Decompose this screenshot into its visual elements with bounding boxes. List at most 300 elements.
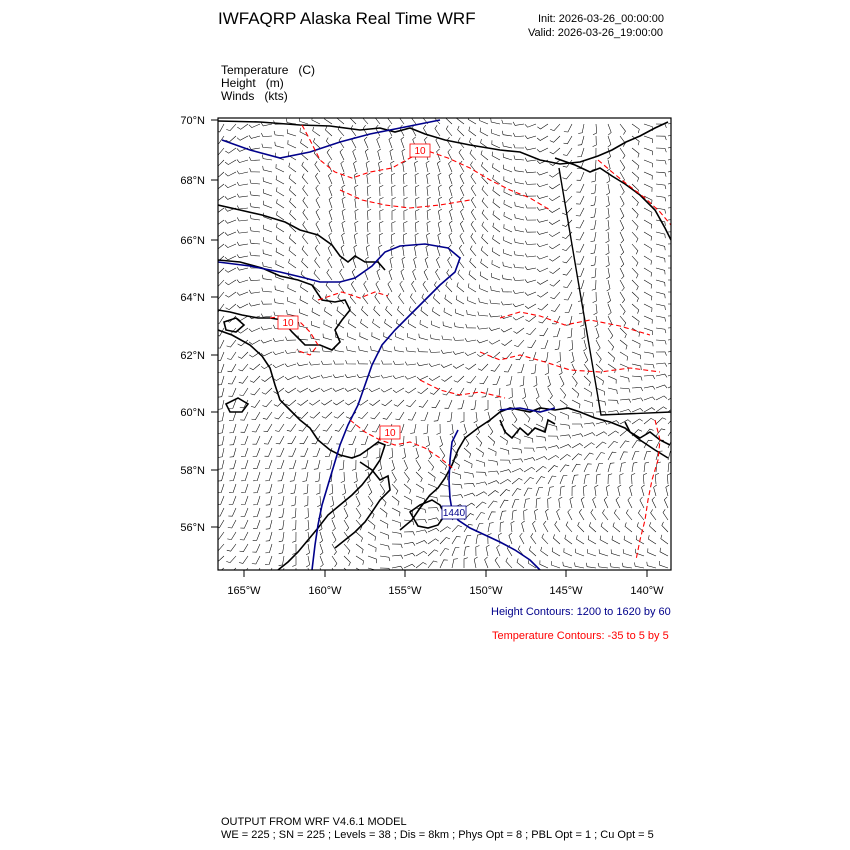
wind-barb bbox=[596, 474, 601, 484]
wind-barb bbox=[225, 268, 236, 272]
wind-barb bbox=[287, 310, 296, 316]
wind-barb bbox=[537, 219, 548, 222]
wind-barb bbox=[351, 125, 356, 136]
wind-barb bbox=[659, 561, 668, 568]
wind-barb bbox=[348, 333, 356, 340]
wind-barb bbox=[668, 429, 677, 437]
wind-barb bbox=[301, 139, 308, 148]
wind-barb bbox=[599, 549, 608, 556]
wind-barb bbox=[414, 161, 417, 172]
wind-barb bbox=[587, 549, 596, 556]
wind-barb bbox=[620, 304, 625, 315]
wind-barb bbox=[262, 400, 272, 407]
wind-barb bbox=[608, 463, 614, 472]
wind-barb bbox=[266, 520, 272, 529]
wind-barb bbox=[239, 568, 249, 575]
wind-barb bbox=[408, 412, 416, 420]
wind-barb bbox=[648, 535, 656, 544]
wind-barb bbox=[506, 376, 512, 385]
wind-barb bbox=[347, 346, 357, 352]
wind-barb bbox=[229, 472, 236, 481]
wind-barb bbox=[571, 352, 574, 363]
wind-barb bbox=[656, 352, 667, 356]
wind-barb bbox=[292, 544, 296, 555]
wind-barb bbox=[279, 520, 284, 530]
wind-barb bbox=[468, 116, 476, 125]
wind-barb bbox=[622, 563, 632, 568]
temperature-contour-south-b bbox=[420, 380, 505, 398]
wind-barb bbox=[276, 436, 284, 444]
wind-barb bbox=[278, 472, 284, 481]
wind-barb bbox=[237, 124, 248, 129]
wind-barb bbox=[606, 256, 610, 267]
wind-barb bbox=[515, 226, 524, 232]
wind-barb bbox=[537, 184, 548, 187]
wind-barb bbox=[403, 161, 406, 172]
wind-barb bbox=[446, 126, 452, 136]
wind-barb bbox=[512, 468, 523, 472]
wind-barb bbox=[225, 292, 236, 297]
wind-barb bbox=[504, 188, 512, 196]
wind-barb bbox=[237, 230, 248, 234]
wind-barb bbox=[516, 352, 524, 360]
wind-barb bbox=[424, 269, 428, 280]
wind-barb bbox=[356, 508, 361, 519]
wind-barb bbox=[274, 131, 284, 136]
wind-barb bbox=[452, 548, 459, 556]
wind-barb bbox=[668, 406, 678, 412]
wind-barb bbox=[457, 283, 464, 293]
wind-barb bbox=[644, 408, 655, 412]
wind-barb bbox=[623, 549, 632, 556]
wind-barb bbox=[263, 250, 272, 257]
wind-barb bbox=[404, 542, 415, 545]
wind-barb bbox=[417, 376, 428, 380]
wind-barb bbox=[481, 246, 488, 256]
wind-barb bbox=[572, 486, 576, 496]
wind-barb bbox=[372, 332, 380, 340]
wind-barb bbox=[471, 233, 476, 244]
wind-barb bbox=[620, 256, 624, 267]
wind-barb bbox=[428, 539, 439, 544]
wind-barb bbox=[312, 116, 320, 124]
wind-barb bbox=[540, 560, 548, 568]
wind-barb bbox=[486, 545, 489, 556]
wind-barb bbox=[492, 248, 500, 257]
wind-barb bbox=[339, 281, 344, 292]
wind-barb bbox=[428, 561, 437, 568]
wind-barb bbox=[626, 510, 632, 521]
wind-barb bbox=[238, 364, 248, 371]
wind-barb bbox=[342, 484, 345, 495]
wind-barb bbox=[213, 220, 224, 225]
wind-barb bbox=[341, 472, 345, 483]
wind-barb bbox=[249, 277, 260, 281]
wind-barb bbox=[490, 300, 500, 304]
wind-barb bbox=[394, 347, 404, 352]
wind-barb bbox=[332, 532, 336, 543]
wind-barb bbox=[367, 185, 371, 196]
wind-barb bbox=[252, 412, 261, 420]
wind-barb bbox=[427, 185, 431, 196]
wind-barb bbox=[253, 532, 260, 540]
wind-barb bbox=[325, 126, 332, 136]
wind-barb bbox=[596, 453, 605, 461]
wind-barb bbox=[520, 376, 524, 386]
wind-barb bbox=[476, 534, 481, 544]
wind-barb bbox=[328, 245, 332, 256]
wind-barb bbox=[214, 160, 224, 166]
wind-barb bbox=[391, 173, 395, 184]
wind-barb bbox=[536, 388, 539, 399]
wind-barb bbox=[584, 400, 593, 407]
wind-barb bbox=[448, 257, 452, 268]
wind-barb bbox=[642, 485, 645, 496]
wind-barb bbox=[286, 119, 296, 124]
wind-barb bbox=[489, 327, 500, 330]
wind-barb bbox=[380, 484, 385, 495]
wind-barb bbox=[493, 223, 500, 232]
wind-barb bbox=[392, 508, 400, 516]
wind-barb bbox=[549, 232, 560, 237]
wind-barb bbox=[404, 564, 415, 568]
wind-barb bbox=[329, 484, 333, 495]
wind-barb bbox=[512, 489, 521, 496]
wind-barb bbox=[656, 385, 667, 388]
wind-barb bbox=[525, 124, 536, 127]
wind-barb bbox=[273, 352, 284, 355]
wind-barb bbox=[668, 134, 679, 137]
wind-barb bbox=[565, 535, 572, 544]
wind-barb bbox=[501, 302, 512, 306]
wind-barb bbox=[266, 496, 272, 505]
wind-barb bbox=[560, 454, 571, 460]
wind-barb bbox=[438, 209, 441, 220]
wind-barb bbox=[474, 557, 477, 568]
wind-barb bbox=[250, 376, 260, 382]
prince-william-sound bbox=[500, 420, 555, 438]
wind-barb bbox=[535, 509, 538, 520]
wind-barb bbox=[584, 364, 589, 375]
wind-barb bbox=[549, 184, 560, 189]
wind-barb bbox=[492, 140, 500, 148]
lon-label: 155°W bbox=[388, 585, 422, 597]
wind-barb bbox=[458, 270, 464, 280]
wind-barb bbox=[261, 133, 272, 137]
wind-barb bbox=[354, 245, 357, 256]
wind-barb bbox=[433, 294, 440, 304]
wind-barb bbox=[606, 232, 610, 243]
wind-barb bbox=[321, 388, 332, 392]
wind-barb bbox=[551, 304, 560, 311]
wind-barb bbox=[574, 562, 584, 568]
wind-barb bbox=[632, 196, 638, 206]
wind-barb bbox=[416, 484, 424, 493]
wind-barb bbox=[524, 436, 533, 443]
wind-barb bbox=[644, 375, 655, 379]
wind-barb bbox=[263, 237, 272, 244]
wind-barb bbox=[460, 233, 464, 244]
wind-barb bbox=[334, 347, 344, 352]
wind-barb bbox=[315, 472, 320, 482]
wind-barb bbox=[608, 441, 618, 448]
wind-barb bbox=[620, 452, 628, 460]
wind-barb bbox=[576, 549, 584, 556]
wind-barb bbox=[471, 400, 476, 410]
wind-barb bbox=[596, 442, 606, 448]
wind-barb bbox=[563, 172, 573, 179]
wind-barb bbox=[544, 521, 549, 532]
height-label-1440: 1440 bbox=[442, 508, 466, 519]
wind-barb bbox=[620, 292, 625, 303]
init-time: Init: 2026-03-26_00:00:00 bbox=[538, 13, 664, 25]
wind-barb bbox=[632, 268, 638, 278]
wind-barb bbox=[502, 120, 512, 124]
wind-barb bbox=[620, 268, 624, 279]
wind-barb bbox=[548, 455, 559, 460]
wind-barb bbox=[400, 281, 404, 292]
wind-barb bbox=[213, 196, 224, 202]
wind-barb bbox=[407, 333, 416, 340]
wind-barb bbox=[517, 559, 524, 569]
wind-barb bbox=[550, 148, 560, 154]
wind-barb bbox=[449, 185, 452, 196]
wind-barb bbox=[656, 232, 665, 238]
wind-barb bbox=[478, 364, 488, 370]
wind-barb bbox=[249, 135, 260, 138]
wind-barb bbox=[570, 497, 573, 508]
wind-barb bbox=[381, 375, 392, 378]
wind-barb bbox=[265, 472, 272, 481]
wind-barb bbox=[368, 496, 373, 507]
wind-barb bbox=[525, 254, 536, 258]
wind-barb bbox=[380, 198, 384, 209]
wind-barb bbox=[471, 185, 476, 196]
wind-barb bbox=[276, 236, 284, 245]
wind-barb bbox=[647, 562, 656, 568]
wind-barb bbox=[225, 172, 236, 176]
wind-barb bbox=[426, 436, 430, 447]
wind-barb bbox=[668, 207, 679, 211]
wind-barb bbox=[632, 148, 639, 157]
wind-barb bbox=[329, 221, 332, 232]
wind-barb bbox=[310, 412, 320, 418]
wind-barb bbox=[404, 553, 415, 556]
wind-barb bbox=[333, 400, 344, 405]
wind-barb bbox=[443, 322, 452, 329]
wind-barb bbox=[405, 376, 416, 379]
wind-barb bbox=[334, 412, 344, 418]
wind-barb bbox=[465, 352, 476, 356]
wind-barb bbox=[464, 448, 471, 458]
wind-barb bbox=[340, 149, 344, 160]
wind-barb bbox=[644, 364, 654, 368]
wind-barb bbox=[491, 129, 500, 136]
wind-barb bbox=[592, 160, 596, 170]
wind-barb bbox=[393, 388, 404, 393]
wind-barb bbox=[380, 532, 388, 539]
wind-barb bbox=[460, 161, 464, 172]
wind-barb bbox=[369, 375, 380, 378]
wind-barb bbox=[309, 362, 320, 366]
wind-barb bbox=[607, 280, 610, 291]
wind-barb bbox=[661, 535, 668, 544]
wind-barb bbox=[548, 436, 558, 440]
wind-barb bbox=[504, 364, 512, 372]
wind-barb bbox=[463, 424, 466, 435]
wind-barb bbox=[656, 136, 666, 140]
wind-barb bbox=[345, 400, 356, 405]
map-frame bbox=[218, 118, 671, 570]
wind-barb bbox=[495, 557, 500, 568]
wind-barb bbox=[340, 269, 344, 280]
wind-barb bbox=[592, 280, 596, 290]
wind-barb bbox=[471, 197, 476, 208]
lat-label: 60°N bbox=[180, 407, 205, 419]
wind-barb bbox=[273, 338, 284, 341]
wind-barb bbox=[218, 388, 224, 397]
wind-barb bbox=[429, 349, 440, 353]
wind-barb bbox=[656, 196, 666, 201]
wind-barb bbox=[392, 496, 399, 505]
wind-barb bbox=[285, 376, 296, 380]
wind-barb bbox=[564, 292, 572, 300]
wind-barb bbox=[515, 214, 524, 220]
wind-barb bbox=[500, 436, 508, 445]
wind-barb bbox=[225, 196, 236, 199]
wind-barb bbox=[578, 136, 584, 145]
wind-barb bbox=[440, 484, 449, 490]
wind-barb bbox=[552, 548, 560, 556]
lon-label: 165°W bbox=[227, 585, 261, 597]
coastline-layer bbox=[218, 121, 671, 570]
wind-barb bbox=[524, 509, 528, 520]
wind-barb bbox=[632, 232, 638, 242]
wind-barb bbox=[225, 280, 236, 285]
wind-barb bbox=[479, 298, 488, 304]
wind-barb bbox=[668, 244, 679, 248]
wind-barb bbox=[230, 436, 237, 445]
wind-barb bbox=[608, 328, 613, 339]
wind-barb bbox=[513, 304, 524, 307]
wind-barb bbox=[362, 114, 368, 124]
wind-barb bbox=[213, 568, 224, 573]
lat-label: 62°N bbox=[180, 350, 205, 362]
wind-barb bbox=[471, 209, 476, 220]
wind-barb bbox=[632, 292, 639, 302]
wind-barb bbox=[345, 388, 356, 391]
wind-barb bbox=[541, 340, 548, 349]
wind-barb bbox=[537, 195, 548, 198]
wind-barb bbox=[262, 275, 272, 280]
wind-barb bbox=[576, 196, 584, 204]
nunivak-island bbox=[226, 398, 248, 412]
wind-barb bbox=[584, 474, 590, 484]
wind-barb bbox=[644, 244, 652, 253]
wind-barb bbox=[266, 532, 272, 541]
wind-barb bbox=[512, 500, 519, 509]
wind-barb bbox=[261, 327, 272, 330]
wind-barb bbox=[560, 435, 571, 439]
wind-barb bbox=[608, 136, 611, 147]
wind-barb bbox=[504, 224, 512, 232]
wind-barb bbox=[620, 148, 625, 159]
wind-barb bbox=[607, 160, 610, 171]
wind-barb bbox=[525, 181, 536, 185]
wind-barb bbox=[536, 436, 546, 441]
yukon-coast bbox=[555, 158, 671, 240]
wind-barb bbox=[608, 452, 616, 460]
wind-barb bbox=[437, 424, 441, 435]
wind-barb bbox=[628, 497, 632, 508]
wind-barb bbox=[402, 257, 405, 268]
wind-barb bbox=[237, 206, 248, 210]
wind-barb bbox=[356, 496, 360, 507]
wind-barb bbox=[332, 544, 337, 555]
wind-barb bbox=[367, 233, 371, 244]
wind-barb bbox=[537, 172, 548, 175]
wind-barb bbox=[608, 340, 614, 350]
wind-barb bbox=[379, 245, 383, 256]
wind-barb bbox=[524, 477, 534, 484]
wind-barb bbox=[596, 328, 599, 339]
wind-barb bbox=[387, 113, 392, 124]
wind-barb bbox=[601, 522, 608, 532]
wind-barb bbox=[253, 484, 260, 493]
wind-barb bbox=[596, 352, 601, 363]
wind-barb bbox=[560, 486, 565, 496]
wind-barb bbox=[562, 184, 572, 191]
wind-barb bbox=[426, 245, 429, 256]
wind-barb bbox=[290, 210, 296, 220]
wind-barb bbox=[464, 546, 469, 556]
wind-barb bbox=[562, 220, 572, 227]
wind-barb bbox=[651, 509, 656, 520]
wind-barb bbox=[216, 124, 224, 132]
wind-barb bbox=[557, 352, 561, 363]
wind-barb bbox=[471, 173, 476, 184]
wind-barb bbox=[237, 182, 248, 186]
wind-barb bbox=[512, 459, 523, 463]
wind-barb bbox=[216, 508, 224, 516]
wind-barb bbox=[413, 269, 416, 280]
wind-barb bbox=[644, 232, 652, 241]
wind-barb bbox=[358, 360, 368, 364]
wind-barb bbox=[428, 472, 435, 481]
wind-barb bbox=[227, 352, 236, 360]
wind-barb bbox=[415, 173, 419, 184]
wind-barb bbox=[301, 448, 309, 456]
wind-barb bbox=[534, 376, 538, 387]
wind-barb bbox=[668, 304, 679, 308]
wind-barb bbox=[214, 280, 224, 287]
wind-barb bbox=[404, 532, 415, 536]
wind-barb bbox=[415, 185, 419, 196]
wind-barb bbox=[549, 244, 560, 249]
wind-barb bbox=[241, 424, 248, 432]
wind-barb bbox=[469, 127, 476, 136]
wind-barb bbox=[608, 474, 612, 484]
wind-barb bbox=[440, 527, 451, 532]
wind-barb bbox=[303, 484, 308, 494]
wind-barb bbox=[591, 196, 596, 206]
wind-barb bbox=[402, 149, 405, 160]
wind-barb bbox=[525, 304, 536, 309]
wind-barb bbox=[555, 340, 560, 350]
wind-barb bbox=[273, 364, 284, 368]
wind-barb bbox=[656, 268, 665, 274]
wind-barb bbox=[303, 197, 308, 208]
